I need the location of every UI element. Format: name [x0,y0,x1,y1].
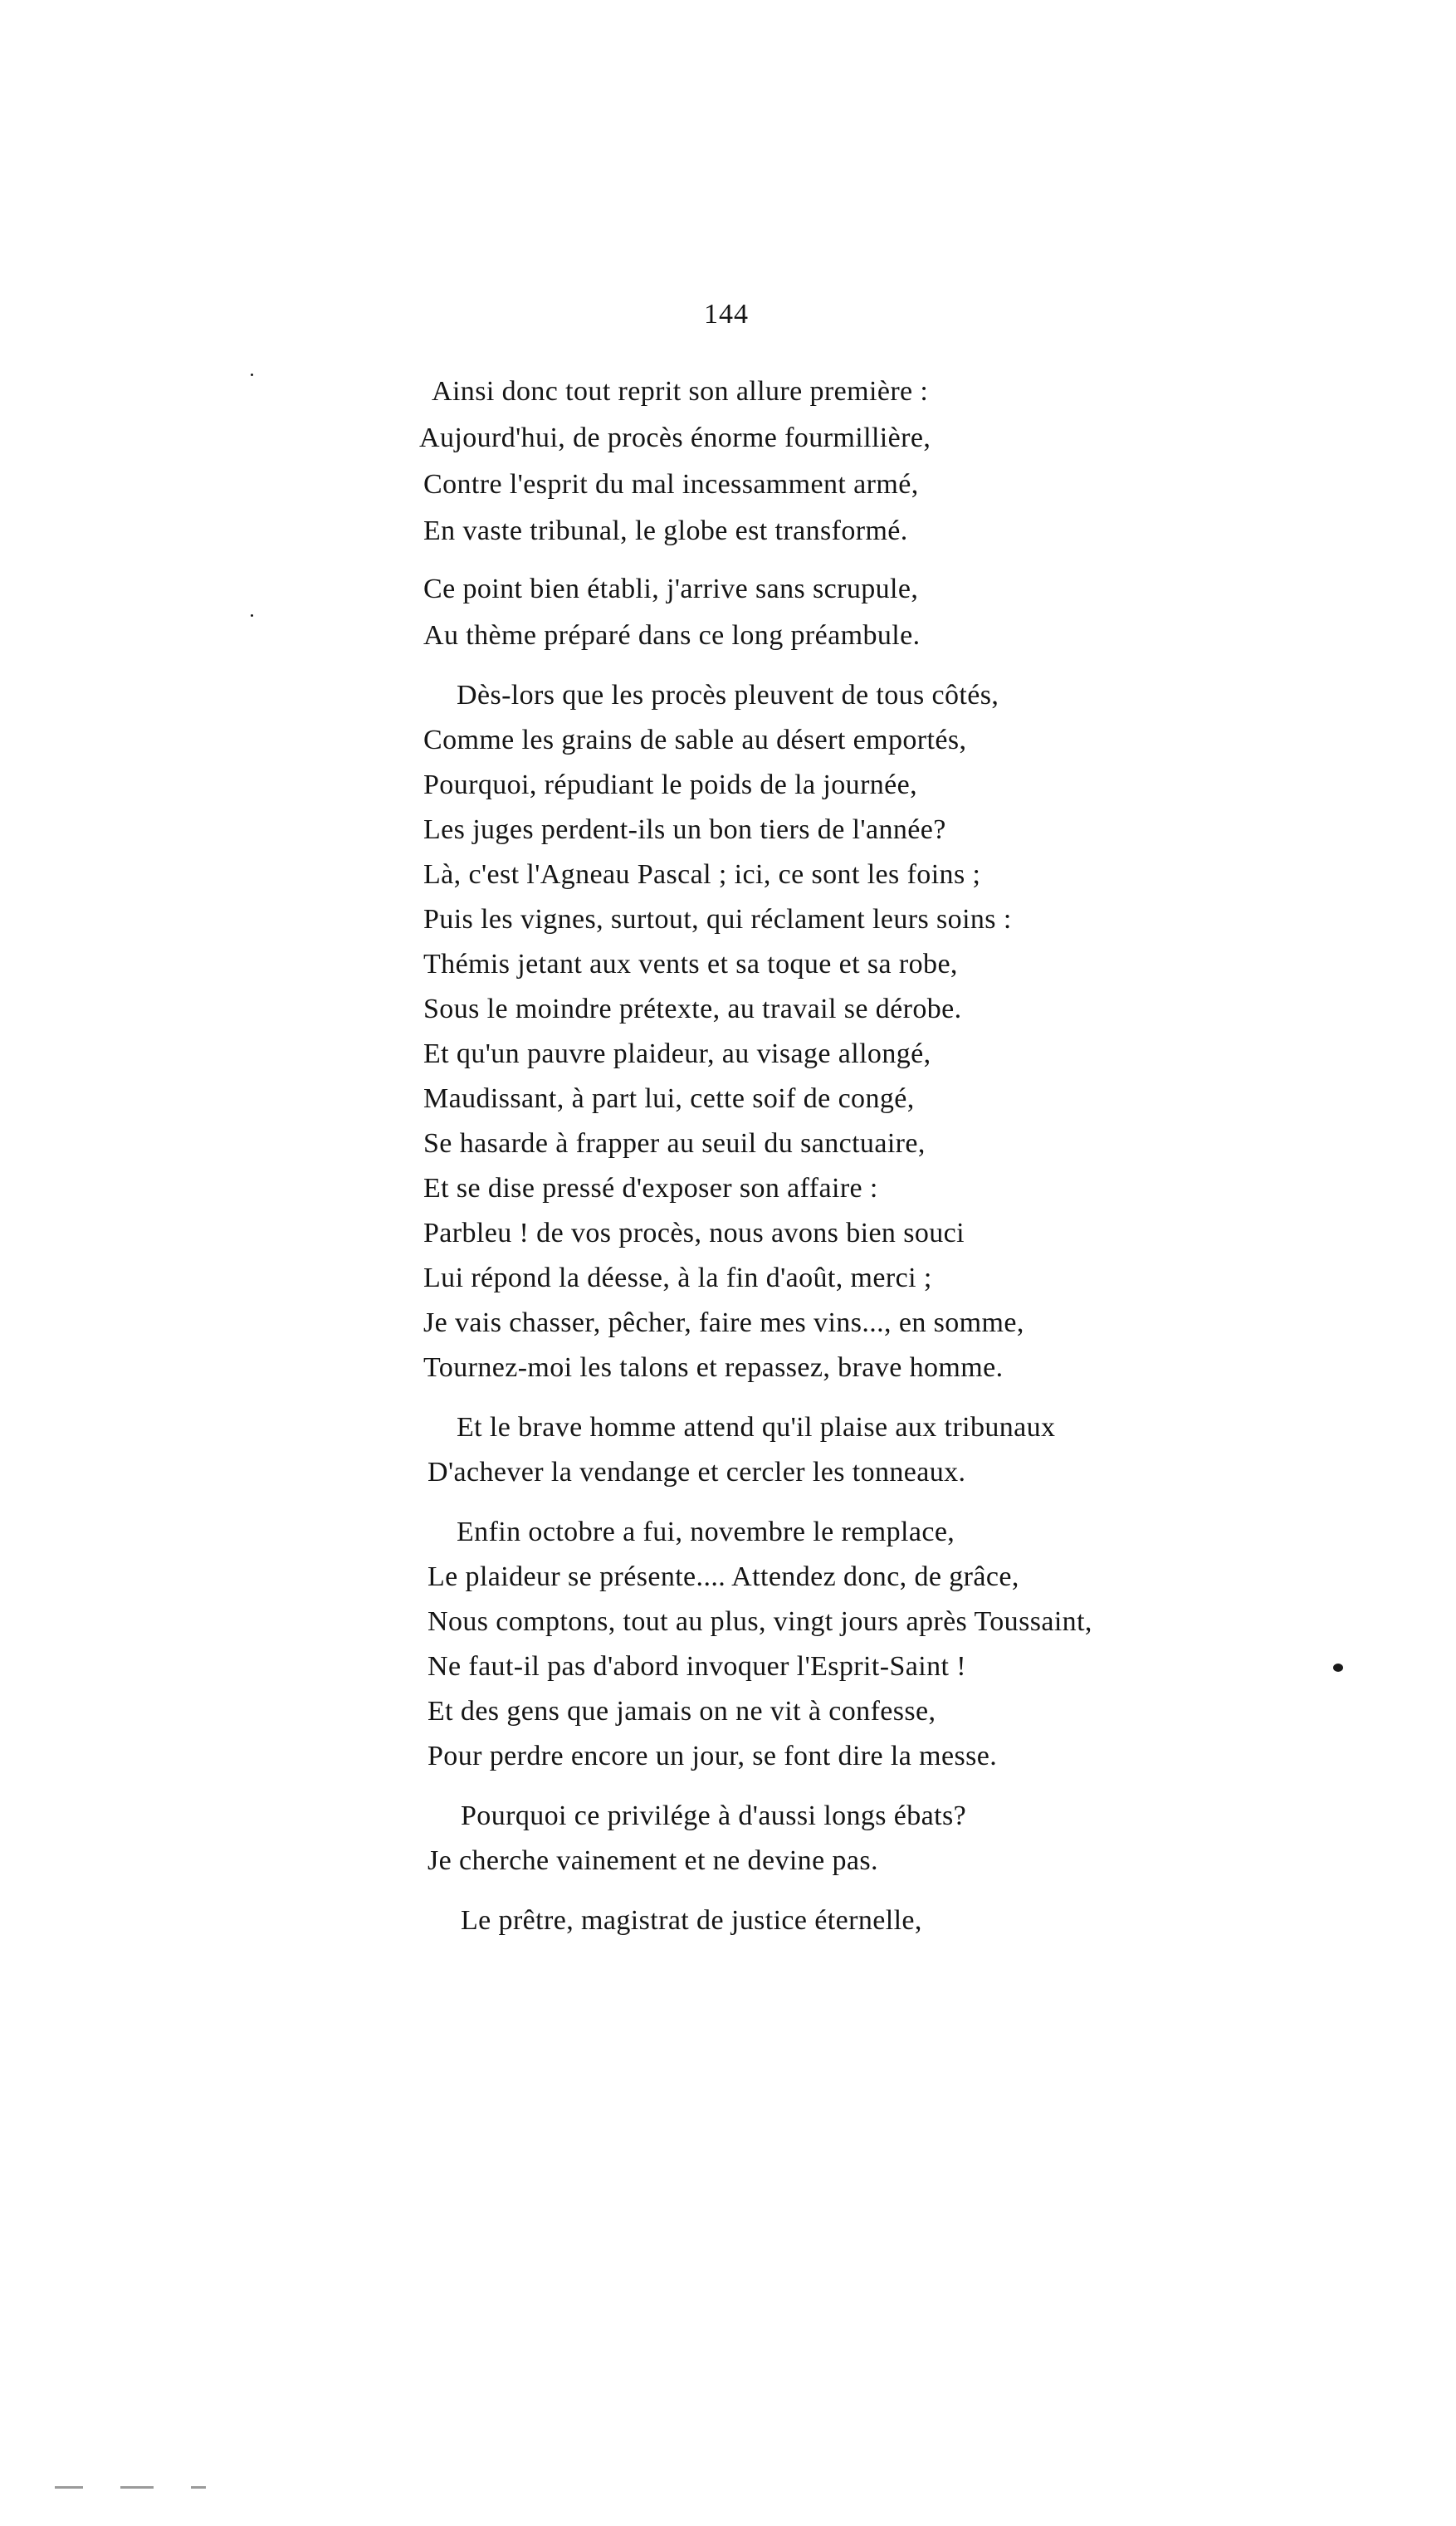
poem-line: Aujourd'hui, de procès énorme fourmillière, [419,423,931,453]
poem-line: Enfin octobre a fui, novembre le remplace, [457,1517,955,1547]
poem-line: Pourquoi ce privilége à d'aussi longs ébats? [461,1800,967,1831]
poem-line: Je cherche vainement et ne devine pas. [428,1845,878,1876]
poem-line: Thémis jetant aux vents et sa toque et sa robe, [423,949,958,980]
page-number: 144 [704,299,749,330]
poem-line: Les juges perdent-ils un bon tiers de l'année? [423,814,946,845]
poem-line: En vaste tribunal, le globe est transformé. [423,515,908,546]
ink-speck [1333,1664,1343,1672]
poem-line: Et des gens que jamais on ne vit à confesse, [428,1696,936,1727]
poem-line: Là, c'est l'Agneau Pascal ; ici, ce sont les foins ; [423,859,981,890]
scan-edge-marks [0,2486,266,2493]
poem-line: Ainsi donc tout reprit son allure première : [432,376,929,407]
ink-speck [251,374,253,376]
poem-line: Pourquoi, répudiant le poids de la journée, [423,770,918,800]
poem-line: Le prêtre, magistrat de justice éternelle, [461,1905,922,1936]
poem-line: Nous comptons, tout au plus, vingt jours après Toussaint, [428,1606,1092,1637]
poem-line: Ne faut-il pas d'abord invoquer l'Esprit-Saint ! [428,1651,966,1682]
poem-line: Maudissant, à part lui, cette soif de congé, [423,1083,915,1114]
poem-line: Le plaideur se présente.... Attendez donc, de grâce, [428,1561,1019,1592]
poem-line: Lui répond la déesse, à la fin d'août, merci ; [423,1263,932,1293]
poem-line: Tournez-moi les talons et repassez, brave homme. [423,1352,1004,1383]
poem-line: D'achever la vendange et cercler les tonneaux. [428,1457,966,1488]
poem-line: Sous le moindre prétexte, au travail se dérobe. [423,994,962,1024]
poem-line: Je vais chasser, pêcher, faire mes vins..., en somme, [423,1307,1024,1338]
poem-line: Et se dise pressé d'exposer son affaire : [423,1173,878,1204]
poem-line: Se hasarde à frapper au seuil du sanctuaire, [423,1128,926,1159]
poem-line: Pour perdre encore un jour, se font dire la messe. [428,1741,998,1771]
poem-line: Ce point bien établi, j'arrive sans scrupule, [423,574,919,604]
ink-speck [251,614,253,617]
poem-line: Et qu'un pauvre plaideur, au visage allongé, [423,1038,931,1069]
poem-line: Puis les vignes, surtout, qui réclament leurs soins : [423,904,1012,935]
poem-line: Et le brave homme attend qu'il plaise aux tribunaux [457,1412,1056,1443]
poem-line: Dès-lors que les procès pleuvent de tous côtés, [457,680,999,711]
poem-line: Parbleu ! de vos procès, nous avons bien souci [423,1218,965,1248]
poem-line: Contre l'esprit du mal incessamment armé, [423,469,919,500]
poem-line: Comme les grains de sable au désert emportés, [423,725,967,755]
poem-line: Au thème préparé dans ce long préambule. [423,620,921,651]
